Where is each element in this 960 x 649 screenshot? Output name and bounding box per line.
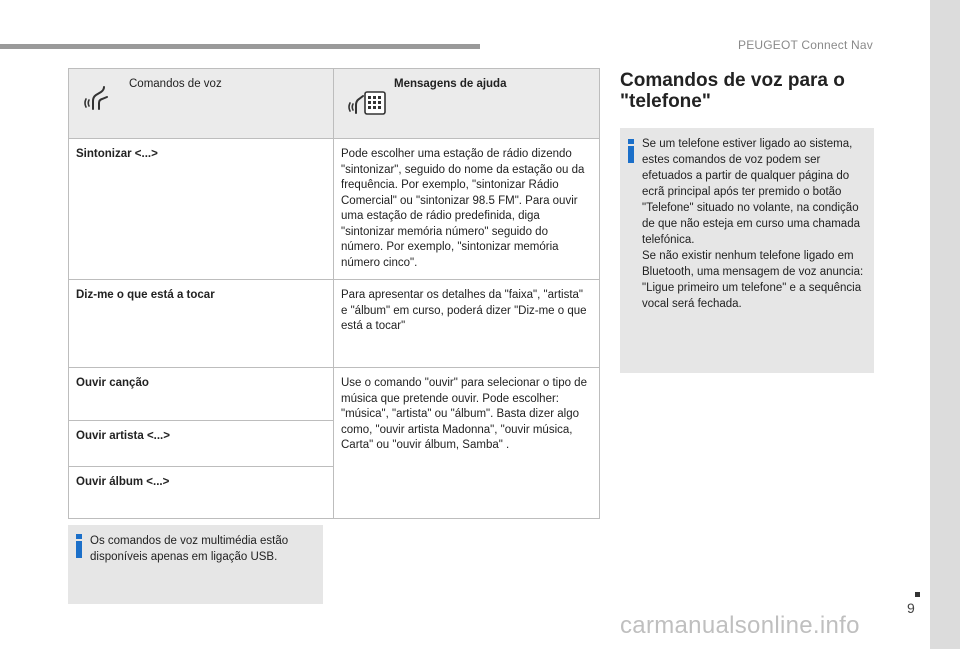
page-end-marker [915, 592, 920, 597]
header-cell-commands [69, 69, 334, 139]
command-cell: Ouvir canção [69, 368, 334, 421]
help-cell: Pode escolher uma estação de rádio dizendo "sintonizar", seguido do nome da estação ou da frequência. Por exemplo, "sintonizar Rádio Comercial" ou "sintonizar 98.5 FM". Para ouvir uma estação de rádio predefinida, diga "sintonizar memória número" seguido do número. Por exemplo, "sintonizar memória número cinco". [334, 139, 600, 280]
voice-commands-table [68, 68, 600, 519]
page-edge-strip [930, 0, 960, 649]
info-icon [626, 139, 636, 163]
table-row [69, 280, 600, 368]
voice-command-icon [83, 83, 115, 113]
section-title: Comandos de voz para o "telefone" [620, 70, 845, 112]
command-cell: Diz-me o que está a tocar [69, 280, 334, 368]
usb-info-text: Os comandos de voz multimédia estão disponíveis apenas em ligação USB. [90, 535, 289, 563]
phone-info-text [642, 136, 870, 312]
brand-label: PEUGEOT Connect Nav [738, 38, 873, 52]
header-help-label: Mensagens de ajuda [394, 78, 507, 90]
header-commands-label: Comandos de voz [129, 78, 222, 90]
phone-info-note [620, 128, 874, 373]
page-number: 9 [907, 600, 915, 616]
help-cell: Use o comando "ouvir" para selecionar o tipo de música que pretende ouvir. Pode escolher: "música", "artista" ou "álbum". Basta dizer algo como, "ouvir artista Madonna", "ouvir música, Carta" ou "ouvir álbum, Samba" . [334, 368, 600, 519]
voice-help-icon [348, 83, 388, 117]
command-cell: Ouvir álbum <...> [69, 467, 334, 519]
table-header-row [69, 69, 600, 139]
help-cell: Para apresentar os detalhes da "faixa", "artista" e "álbum" em curso, poderá dizer "Diz-me o que está a tocar" [334, 280, 600, 368]
command-cell: Ouvir artista <...> [69, 421, 334, 467]
phone-info-para1: Se um telefone estiver ligado ao sistema, estes comandos de voz podem ser efetuados a partir de qualquer página do ecrã principal após ter premido o botão "Telefone" situado no volante, na condição de que não esteja em curso uma chamada telefónica. [642, 138, 860, 246]
header-cell-help [334, 69, 600, 139]
usb-info-note [68, 525, 323, 604]
header-rule [0, 44, 480, 49]
table-row [69, 139, 600, 280]
command-cell: Sintonizar <...> [69, 139, 334, 280]
watermark: carmanualsonline.info [620, 612, 860, 639]
info-icon [74, 534, 84, 558]
table-row [69, 368, 600, 421]
phone-info-para2: Se não existir nenhum telefone ligado em Bluetooth, uma mensagem de voz anuncia: "Ligue primeiro um telefone" e a sequência vocal será fechada. [642, 250, 864, 310]
